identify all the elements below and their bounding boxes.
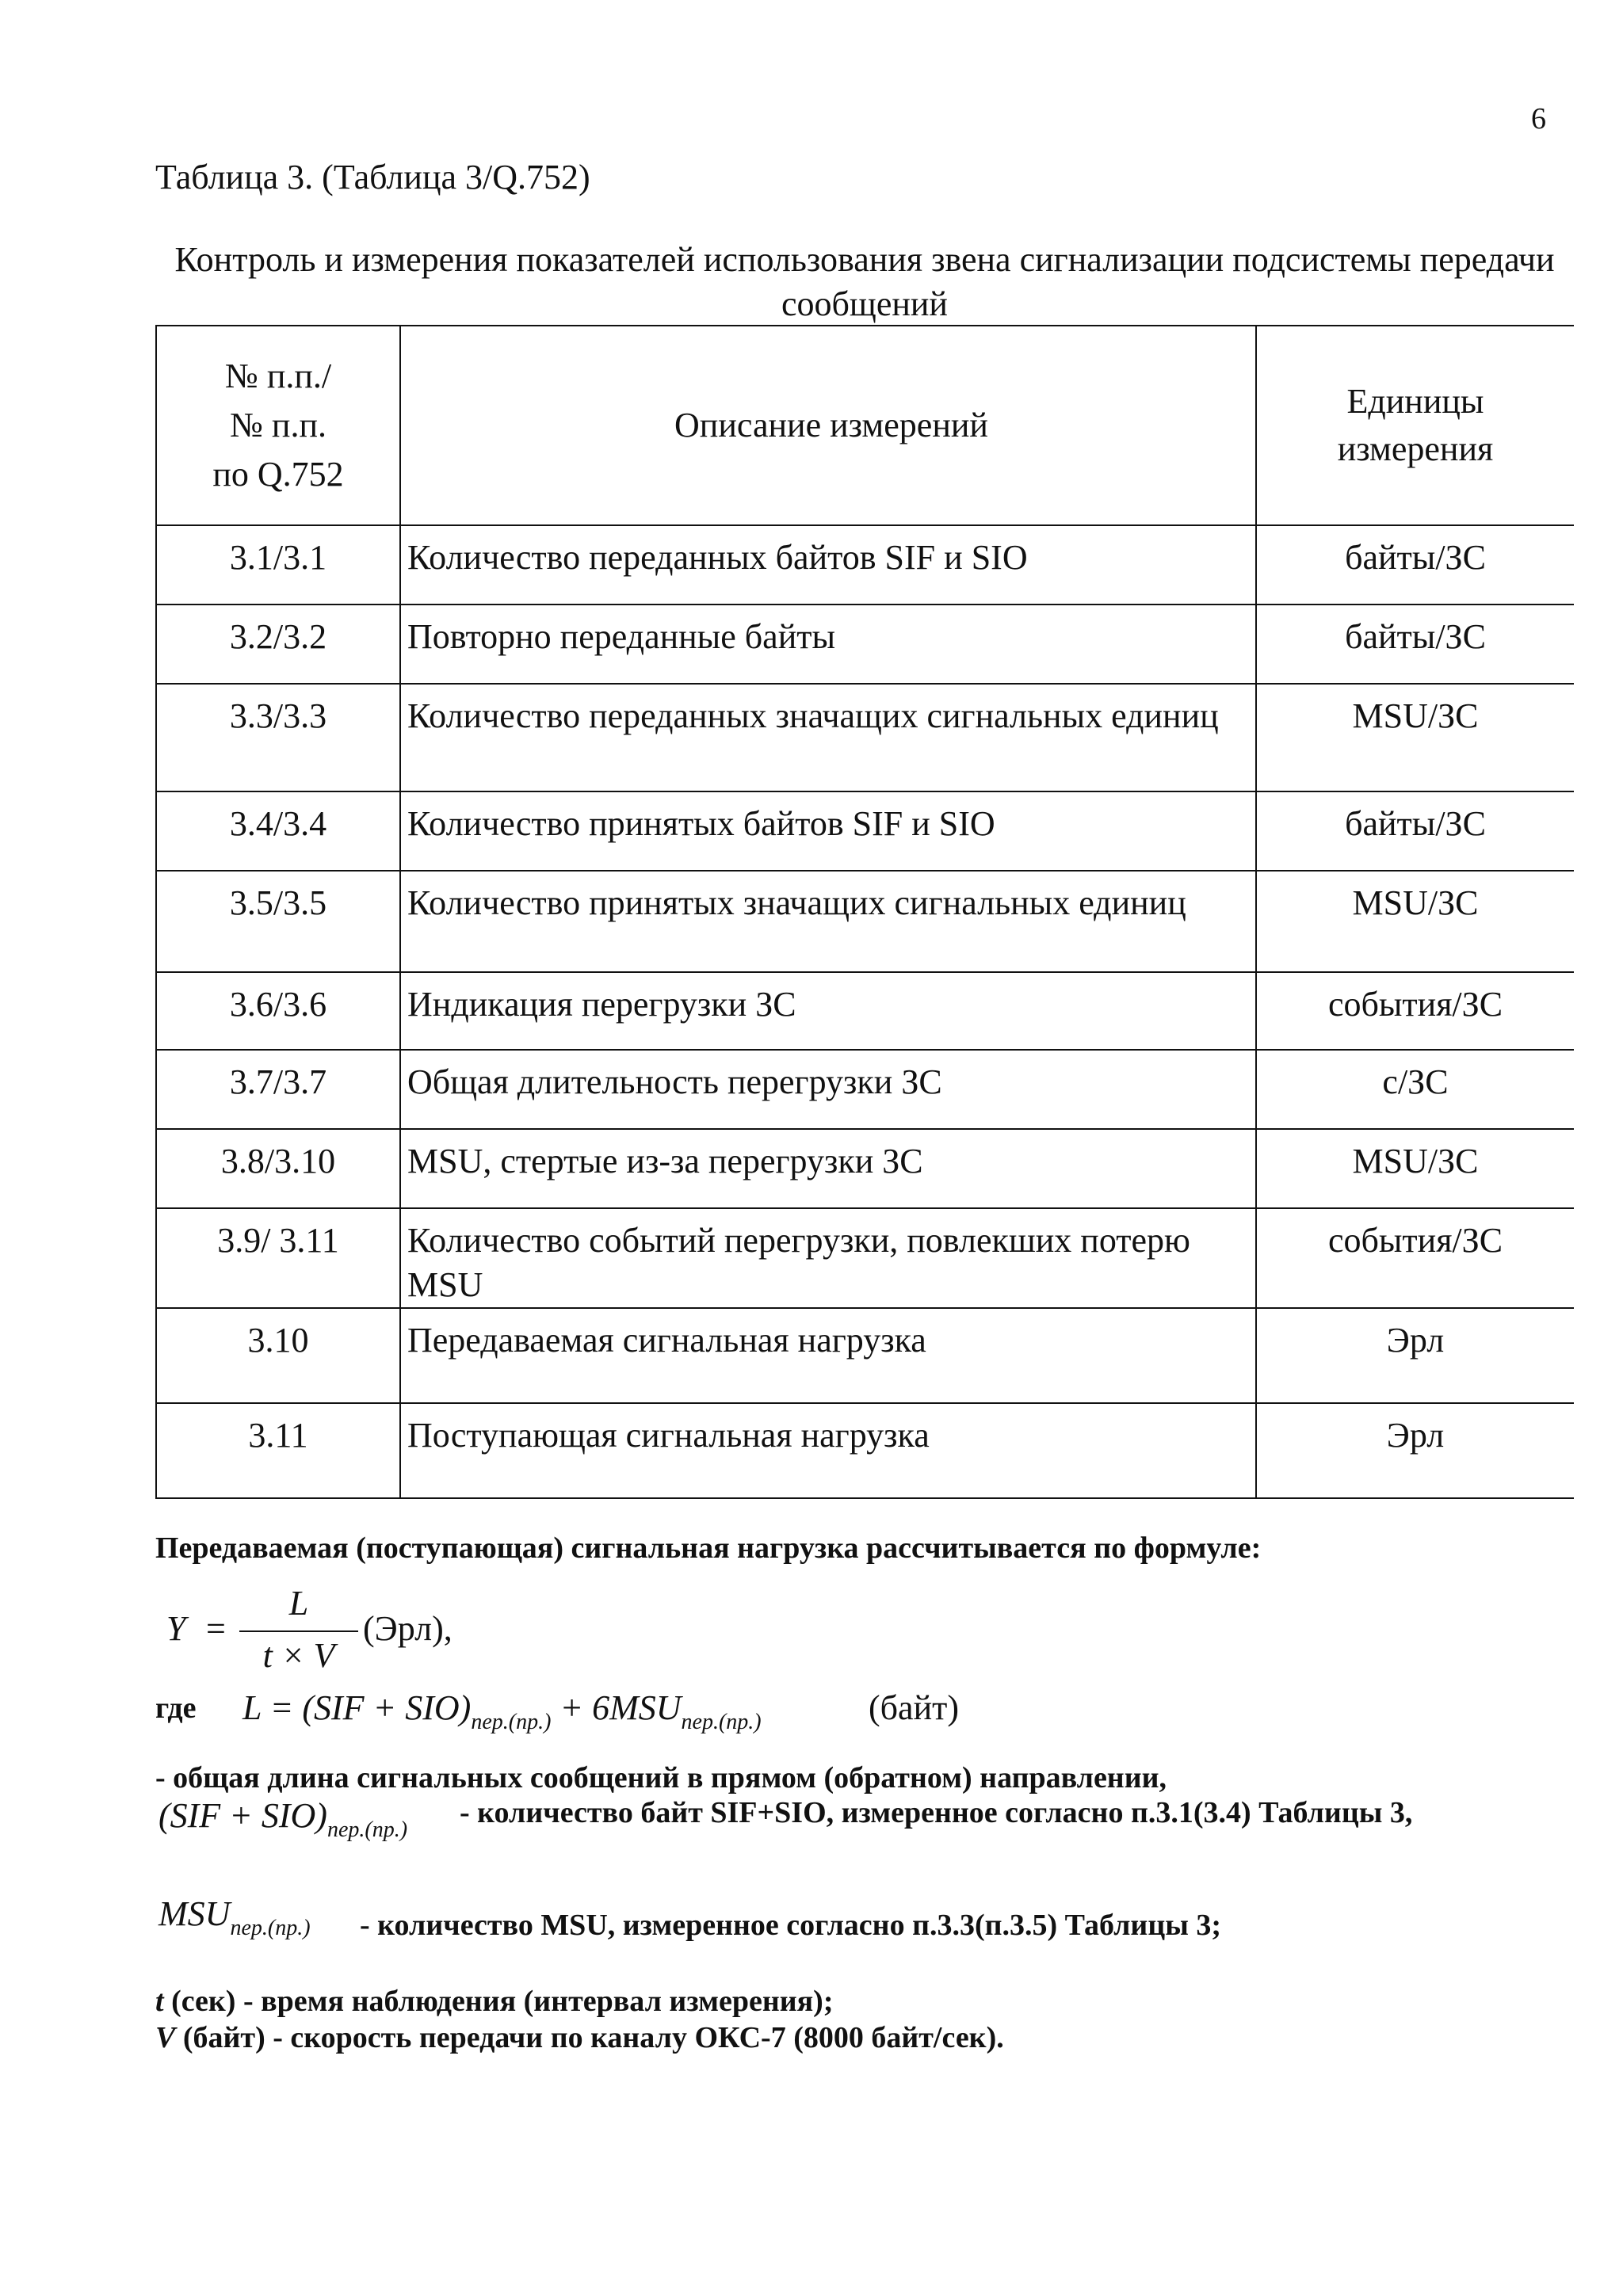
row-description: Повторно переданные байты [400, 605, 1256, 684]
table-title: Контроль и измерения показателей использования звена сигнализации подсистемы передачи сообщений [174, 240, 1555, 323]
desc-t [155, 1984, 833, 2019]
formula-numerator: L [288, 1584, 309, 1623]
row-num: 3.11 [156, 1403, 400, 1498]
row-unit: Эрл [1256, 1403, 1574, 1498]
load-formula [166, 1583, 579, 1686]
formula-unit: (Эрл), [363, 1609, 453, 1648]
header-description: Описание измерений [400, 326, 1256, 525]
header-num-line1: № п.п./ [224, 357, 332, 395]
row-unit: MSU/ЗС [1256, 684, 1574, 791]
table-row [156, 525, 1574, 605]
row-num: 3.4/3.4 [156, 791, 400, 871]
table-caption: Таблица 3. (Таблица 3/Q.752) [155, 158, 590, 196]
desc-v-text: (байт) - скорость передачи по каналу ОКС-7 (8000 байт/сек). [175, 2021, 1004, 2054]
table-row [156, 684, 1574, 791]
l-formula [242, 1688, 762, 1734]
header-units-line1: Единицы [1346, 382, 1484, 421]
row-unit: события/ЗС [1256, 972, 1574, 1050]
row-description: Количество принятых байтов SIF и SIO [400, 791, 1256, 871]
row-unit: Эрл [1256, 1308, 1574, 1403]
row-description: Количество переданных байтов SIF и SIO [400, 525, 1256, 605]
header-num-line3: по Q.752 [212, 455, 344, 494]
formula-intro: Передаваемая (поступающая) сигнальная нагрузка рассчитывается по формуле: [155, 1531, 1262, 1565]
formula-denominator: t × V [262, 1636, 335, 1675]
row-description: Количество принятых значащих сигнальных единиц [400, 871, 1256, 972]
table-row [156, 1050, 1574, 1129]
msu-sub: пер.(пр.) [230, 1916, 311, 1940]
v-symbol: V [155, 2021, 176, 2054]
row-description: Передаваемая сигнальная нагрузка [400, 1308, 1256, 1403]
desc-l: - общая длина сигнальных сообщений в прямом (обратном) направлении, [155, 1761, 1167, 1794]
table-row [156, 605, 1574, 684]
l-formula-main: L = (SIF + SIO) [242, 1688, 472, 1727]
fraction-bar [239, 1630, 358, 1632]
row-description: MSU, стертые из-за перегрузки ЗС [400, 1129, 1256, 1208]
table-row [156, 1129, 1574, 1208]
row-unit: MSU/ЗС [1256, 871, 1574, 972]
desc-msu: - количество MSU, измеренное согласно п.3.3(п.3.5) Таблицы 3; [360, 1909, 1222, 1942]
t-symbol: t [155, 1985, 164, 2018]
desc-v [155, 2020, 1004, 2055]
row-num: 3.2/3.2 [156, 605, 400, 684]
sif-sio-math [158, 1795, 408, 1842]
row-num: 3.1/3.1 [156, 525, 400, 605]
table-body [156, 525, 1574, 1498]
desc-sif-sio: - количество байт SIF+SIO, измеренное согласно п.3.1(3.4) Таблицы 3, [460, 1796, 1413, 1829]
row-unit: байты/ЗС [1256, 791, 1574, 871]
row-num: 3.7/3.7 [156, 1050, 400, 1129]
l-formula-sub2: пер.(пр.) [681, 1710, 762, 1734]
row-num: 3.3/3.3 [156, 684, 400, 791]
table-header-row [156, 326, 1574, 525]
page-number: 6 [1531, 102, 1546, 135]
header-units [1256, 326, 1574, 525]
header-units-line2: измерения [1337, 429, 1494, 468]
l-formula-sub1: пер.(пр.) [471, 1710, 552, 1734]
row-num: 3.5/3.5 [156, 871, 400, 972]
header-num [156, 326, 400, 525]
row-unit: с/ЗС [1256, 1050, 1574, 1129]
row-num: 3.9/ 3.11 [156, 1208, 400, 1308]
row-num: 3.6/3.6 [156, 972, 400, 1050]
sif-sio-sub: пер.(пр.) [327, 1817, 408, 1842]
row-unit: байты/ЗС [1256, 605, 1574, 684]
formula-eq: = [206, 1609, 226, 1648]
row-unit: байты/ЗС [1256, 525, 1574, 605]
table-row [156, 871, 1574, 972]
table-row [156, 1403, 1574, 1498]
row-unit: события/ЗС [1256, 1208, 1574, 1308]
where-row [155, 1688, 1106, 1743]
where-label: где [155, 1691, 197, 1725]
msu-main: MSU [158, 1894, 231, 1933]
l-formula-unit: (байт) [869, 1688, 959, 1727]
row-num: 3.8/3.10 [156, 1129, 400, 1208]
row-unit: MSU/ЗС [1256, 1129, 1574, 1208]
formula-y: Y [166, 1609, 186, 1648]
table-row [156, 791, 1574, 871]
row-num: 3.10 [156, 1308, 400, 1403]
sif-sio-main: (SIF + SIO) [158, 1796, 327, 1835]
l-formula-plus: + 6MSU [551, 1688, 682, 1727]
table-row [156, 972, 1574, 1050]
row-description: Индикация перегрузки ЗС [400, 972, 1256, 1050]
measurements-table [155, 325, 1574, 1499]
table-row [156, 1308, 1574, 1403]
row-description: Количество переданных значащих сигнальных единиц [400, 684, 1256, 791]
row-description: Количество событий перегрузки, повлекших потерю MSU [400, 1208, 1256, 1308]
row-description: Поступающая сигнальная нагрузка [400, 1403, 1256, 1498]
desc-t-text: (сек) - время наблюдения (интервал измерения); [163, 1985, 834, 2018]
header-num-line2: № п.п. [229, 406, 327, 444]
table-row [156, 1208, 1574, 1308]
row-description: Общая длительность перегрузки ЗС [400, 1050, 1256, 1129]
msu-math [158, 1894, 311, 1940]
